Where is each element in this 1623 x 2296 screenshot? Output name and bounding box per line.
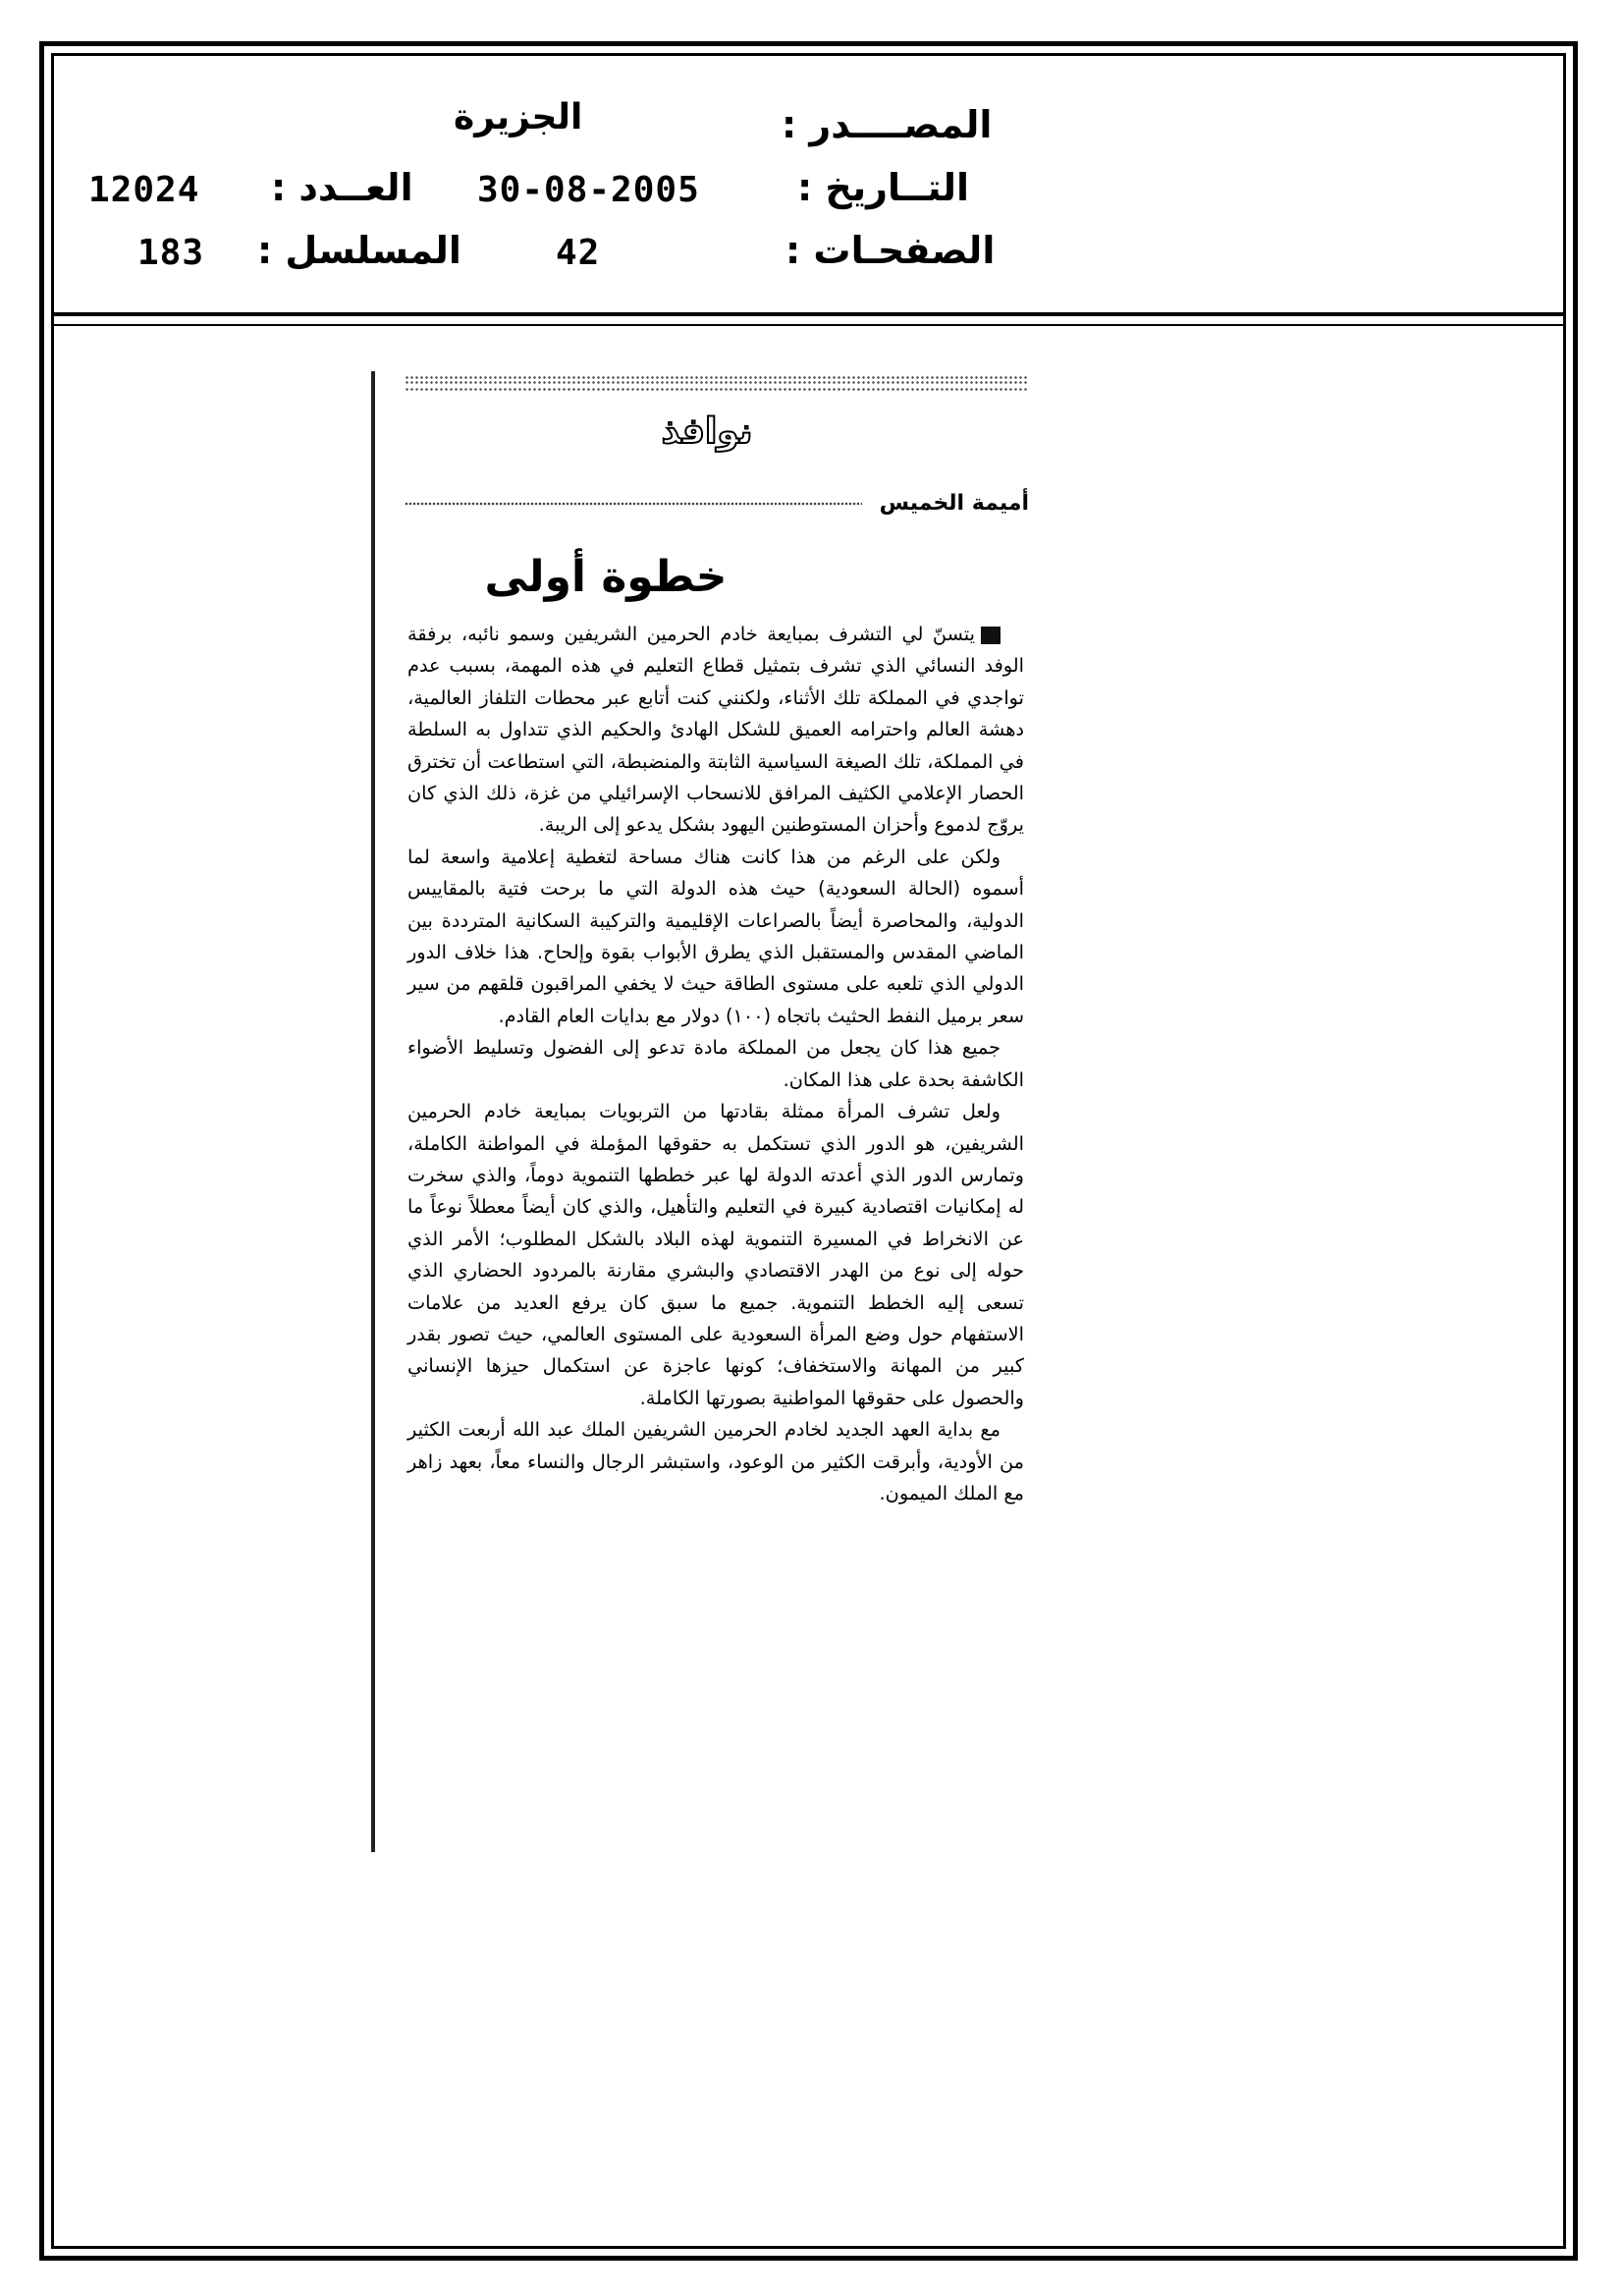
- source-value: الجزيرة: [454, 97, 583, 137]
- column-masthead: نوافذ: [661, 411, 753, 452]
- article-paragraph: ولعل تشرف المرأة ممثلة بقادتها من التربويات بمبايعة خادم الحرمين الشريفين، هو الدور الذي تستكمل به حقوقها المؤملة في المواطنة الكاملة، وتمارس الدور الذي أعدته الدولة لها عبر خططها التنموية دوماً، والذي سخرت له إمكانيات اقتصادية كبيرة في التعليم والتأهيل، والذي كان أيضاً معطلاً نوعاً ما عن الانخراط في المسيرة التنموية لهذه البلاد بالشكل المطلوب؛ الأمر الذي حوله إلى نوع من الهدر الاقتصادي والبشري مقارنة بالمردود الحضاري الذي تسعى إليه الخطط التنموية. جميع ما سبق كان يرفع العديد من علامات الاستفهام حول وضع المرأة السعودية على المستوى العالمي، حيث تصور بقدر كبير من المهانة والاستخفاف؛ كونها عاجزة عن استكمال حيزها الإنساني والحصول على حقوقها المواطنية بصورتها الكاملة.: [407, 1100, 1024, 1409]
- serial-label: المسلسل :: [257, 229, 461, 272]
- paragraph-marker-icon: [981, 627, 1001, 644]
- masthead-dotted-band-top-2: [405, 387, 1029, 393]
- issue-value: 12024: [88, 170, 200, 210]
- author-name: أميمة الخميس: [872, 491, 1029, 517]
- pages-label: الصفحـات :: [785, 229, 996, 272]
- article-paragraph: ولكن على الرغم من هذا كانت هناك مساحة لتغطية إعلامية واسعة لما أسموه (الحالة السعودية) حيث هذه الدولة التي ما برحت فتية بالمقاييس الدولية، والمحاصرة أيضاً بالصراعات الإقليمية والتركيبة السكانية المترددة بين الماضي المقدس والمستقبل الذي يطرق الأبواب بقوة وإلحاح. هذا خلاف الدور الدولي الذي تلعبه على مستوى الطاقة حيث لا يخفي المراقبون قلقهم من سير سعر برميل النفط الحثيث باتجاه (١٠٠) دولار مع بدايات العام القادم.: [407, 845, 1024, 1027]
- header-divider-thin: [51, 324, 1566, 326]
- serial-value: 183: [137, 233, 205, 273]
- date-value: 30-08-2005: [477, 170, 700, 210]
- article-paragraph: جميع هذا كان يجعل من المملكة مادة تدعو إلى الفضول وتسليط الأضواء الكاشفة بحدة على هذا المكان.: [407, 1036, 1024, 1091]
- masthead-dotted-band-top: [405, 375, 1029, 385]
- source-label: المصــــدر :: [782, 103, 993, 146]
- paragraph-text: يتسنّ لي التشرف بمبايعة خادم الحرمين الشريفين وسمو نائبه، برفقة الوفد النسائي الذي تشرف بتمثيل قطاع التعليم في هذه المهمة، بسبب عدم تواجدي في المملكة تلك الأثناء، ولكنني كنت أتابع عبر محطات التلفاز العالمية، دهشة العالم واحترامه العميق للشكل الهادئ والحكيم الذي تتداول به السلطة في المملكة، تلك الصيغة السياسية الثابتة والمنضبطة، التي استطاعت أن تخترق الحصار الإعلامي الكثيف المرافق للانسحاب الإسرائيلي من غزة، ذلك الذي كان يروّج لدموع وأحزان المستوطنين اليهود بشكل يدعو إلى الريبة.: [407, 623, 1024, 837]
- clipping-left-rule: [371, 371, 375, 1852]
- article-body: [407, 619, 1024, 1509]
- article-title: خطوة أولى: [484, 552, 728, 602]
- issue-label: العــدد :: [271, 166, 413, 209]
- pages-value: 42: [556, 233, 601, 273]
- header-divider: [51, 312, 1566, 316]
- article-paragraph: مع بداية العهد الجديد لخادم الحرمين الشريفين الملك عبد الله أربعت الكثير من الأودية، وأبرقت الكثير من الوعود، واستبشر الرجال والنساء معاً، بعهد زاهر مع الملك الميمون.: [407, 1418, 1024, 1504]
- date-label: التــاريخ :: [797, 166, 970, 209]
- author-dotted-rule: [405, 502, 862, 506]
- article-paragraph: [407, 619, 1024, 842]
- author-band: [405, 491, 1029, 517]
